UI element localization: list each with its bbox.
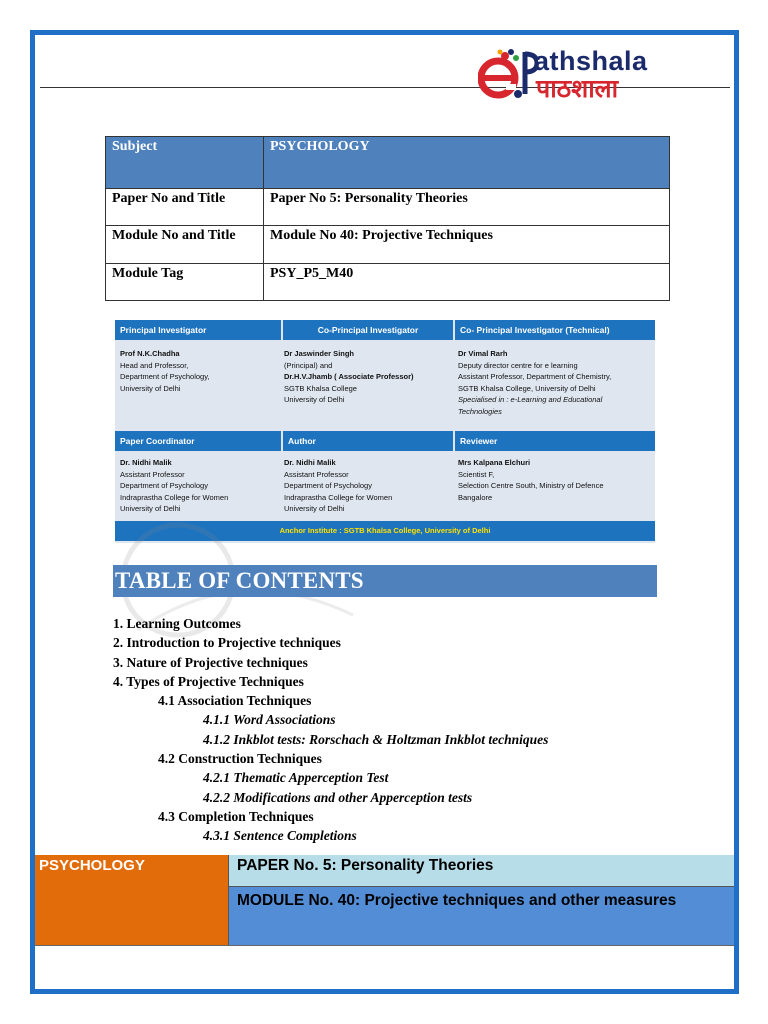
epathshala-logo [478, 40, 708, 106]
toc-item[interactable]: 4.1 Association Techniques [158, 693, 312, 709]
footer-subject: PSYCHOLOGY [35, 855, 228, 945]
credit-role-header: Principal Investigator [115, 320, 281, 340]
credit-line: Indraprastha College for Women [284, 492, 393, 502]
row-label: Paper No and Title [106, 189, 264, 226]
credit-line: Department of Psychology [120, 481, 208, 490]
credit-line: University of Delhi [284, 395, 345, 404]
credit-line: Selection Centre South, Ministry of Defence [458, 481, 604, 490]
toc-item[interactable]: 4.3.1 Sentence Completions [203, 828, 357, 844]
table-row [106, 264, 670, 301]
toc-item[interactable]: 4.2.2 Modifications and other Apperception tests [203, 789, 473, 805]
credit-line: Specialised in : e-Learning and Educational [458, 395, 603, 404]
credit-line: Dr.H.V.Jhamb ( Associate Professor) [284, 372, 414, 381]
table-row [106, 226, 670, 264]
credit-cell [279, 344, 451, 410]
row-value: PSY_P5_M40 [264, 264, 670, 301]
credit-line: Technologies [458, 406, 502, 416]
row-label: Module No and Title [106, 226, 264, 264]
credit-role-header: Reviewer [455, 431, 655, 451]
credit-role-header: Author [283, 431, 453, 451]
credit-cell [453, 453, 655, 507]
toc-item[interactable]: 4.3 Completion Techniques [158, 808, 314, 824]
table-of-contents [113, 614, 673, 846]
footer-band [35, 855, 734, 945]
credits-panel [115, 320, 655, 543]
credit-line: University of Delhi [120, 383, 181, 393]
credit-line: Assistant Professor [284, 469, 349, 479]
credit-line: Bangalore [458, 492, 493, 502]
credit-line: Deputy director centre for e learning [458, 360, 578, 370]
toc-item[interactable]: 4.1.1 Word Associations [203, 712, 336, 728]
credit-line: SGTB Khalsa College, University of Delhi [458, 383, 596, 393]
credit-name: Mrs Kalpana Elchuri [458, 458, 531, 467]
row-label: Subject [106, 137, 264, 189]
credit-line: SGTB Khalsa College [284, 383, 357, 393]
toc-item[interactable]: 4.2.1 Thematic Apperception Test [203, 770, 389, 786]
toc-title: TABLE OF CONTENTS [113, 565, 657, 597]
credit-line: Indraprastha College for Women [120, 492, 229, 502]
credit-name: Dr. Nidhi Malik [120, 458, 172, 467]
credit-cell [115, 453, 281, 519]
credit-role-header: Paper Coordinator [115, 431, 281, 451]
toc-item[interactable]: 4.2 Construction Techniques [158, 751, 322, 767]
credit-name: Prof N.K.Chadha [120, 349, 180, 358]
credit-line: Head and Professor, [120, 360, 189, 370]
brand-name-en: athshala [534, 46, 648, 76]
credit-name: Dr Jaswinder Singh [284, 349, 355, 358]
toc-item[interactable]: 2. Introduction to Projective techniques [113, 635, 341, 651]
row-value: PSYCHOLOGY [264, 137, 670, 189]
row-value: Module No 40: Projective Techniques [264, 226, 670, 264]
credit-line: Department of Psychology, [120, 372, 210, 381]
credit-cell [453, 344, 655, 421]
credit-line: University of Delhi [284, 504, 345, 513]
table-row [106, 189, 670, 226]
toc-item[interactable]: 1. Learning Outcomes [113, 616, 241, 631]
credit-cell [115, 344, 281, 398]
footer-rule [35, 945, 734, 946]
row-value: Paper No 5: Personality Theories [264, 189, 670, 226]
footer-paper: PAPER No. 5: Personality Theories [228, 855, 734, 887]
toc-item[interactable]: 3. Nature of Projective techniques [113, 654, 308, 670]
credit-name: Dr Vimal Rarh [458, 349, 508, 358]
credit-line: Department of Psychology [284, 481, 372, 490]
credit-role-header: Co-Principal Investigator [283, 320, 453, 340]
brand-name-hi: पाठशाला [536, 74, 619, 103]
credit-line: (Principal) and [284, 360, 333, 370]
anchor-institute: Anchor Institute : SGTB Khalsa College, University of Delhi [115, 521, 655, 541]
toc-item[interactable]: 4. Types of Projective Techniques [113, 673, 304, 689]
credit-line: Assistant Professor [120, 469, 185, 479]
table-row [106, 137, 670, 189]
e-letter-icon [478, 48, 522, 100]
row-label: Module Tag [106, 264, 264, 301]
credit-line: Scientist F, [458, 469, 495, 479]
credit-line: University of Delhi [120, 504, 181, 513]
credit-name: Dr. Nidhi Malik [284, 458, 336, 467]
credit-cell [279, 453, 451, 519]
module-info-table [105, 136, 670, 301]
credit-role-header: Co- Principal Investigator (Technical) [455, 320, 655, 340]
footer-module: MODULE No. 40: Projective techniques and other measures [228, 887, 734, 945]
credit-line: Assistant Professor, Department of Chemistry, [458, 372, 612, 381]
toc-item[interactable]: 4.1.2 Inkblot tests: Rorschach & Holtzman Inkblot techniques [203, 731, 549, 747]
